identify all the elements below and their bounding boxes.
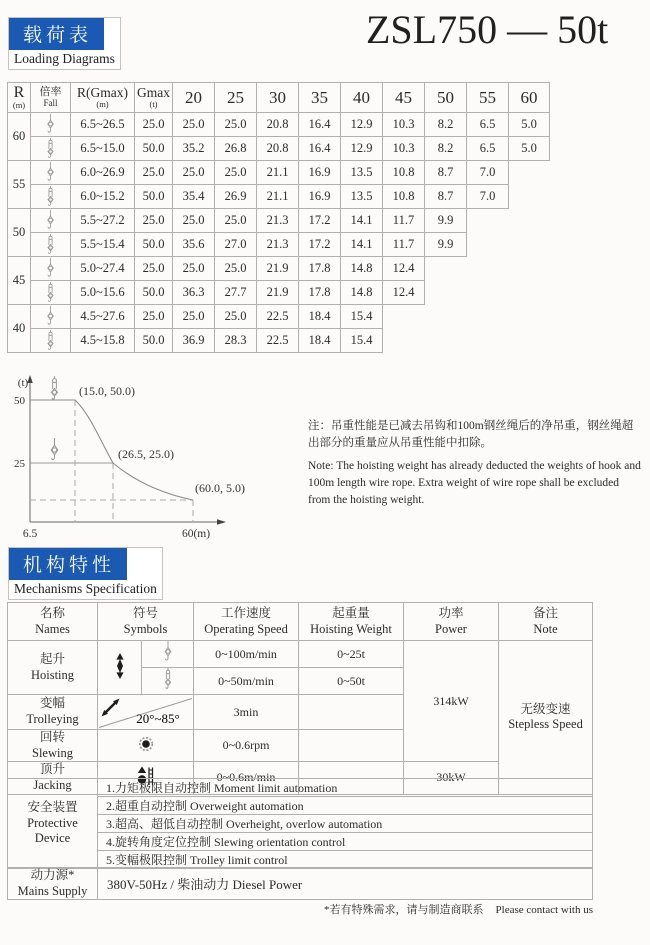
load-value-cell: 25.0 bbox=[173, 113, 215, 137]
trolleying-name-cell bbox=[8, 695, 98, 730]
fall-symbol-cell bbox=[31, 185, 71, 209]
empty-cell bbox=[467, 209, 509, 233]
fall-2-icon bbox=[45, 210, 56, 231]
empty-cell bbox=[383, 305, 425, 329]
load-value-cell: 36.3 bbox=[173, 281, 215, 305]
col-header-gmax bbox=[135, 83, 173, 113]
load-value-cell: 10.8 bbox=[383, 161, 425, 185]
load-value-cell: 6.5 bbox=[467, 137, 509, 161]
load-value-cell: 25.0 bbox=[215, 209, 257, 233]
empty-cell bbox=[467, 257, 509, 281]
col-header-fall bbox=[31, 83, 71, 113]
col-header-power bbox=[404, 603, 499, 641]
fall-symbol-cell bbox=[31, 257, 71, 281]
fall-symbol-cell bbox=[31, 233, 71, 257]
empty-cell bbox=[383, 329, 425, 353]
mains-label-en: Mains Supply bbox=[17, 883, 88, 898]
col-header-rgmax bbox=[71, 83, 135, 113]
note-value-cell bbox=[499, 641, 593, 795]
x-axis-arrow-icon bbox=[217, 519, 226, 525]
radius-group-label: 45 bbox=[8, 257, 31, 305]
safety-item: 4.旋转角度定位控制 Slewing orientation control bbox=[98, 833, 593, 851]
mains-supply-table bbox=[7, 867, 593, 900]
load-value-cell: 17.8 bbox=[299, 257, 341, 281]
load-value-cell: 25.0 bbox=[173, 209, 215, 233]
luffing-arrow-icon bbox=[102, 699, 120, 717]
load-value-cell: 13.5 bbox=[341, 161, 383, 185]
load-value-cell: 16.4 bbox=[299, 137, 341, 161]
empty-cell bbox=[425, 329, 467, 353]
load-value-cell: 21.9 bbox=[257, 257, 299, 281]
safety-item: 2.超重自动控制 Overweight automation bbox=[98, 797, 593, 815]
load-value-cell: 8.7 bbox=[425, 161, 467, 185]
mains-label-cell bbox=[8, 868, 98, 900]
loading-row bbox=[8, 209, 550, 233]
load-value-cell: 15.4 bbox=[341, 305, 383, 329]
x-origin-label: 6.5 bbox=[22, 528, 38, 540]
load-value-cell: 22.5 bbox=[257, 305, 299, 329]
load-value-cell: 16.9 bbox=[299, 161, 341, 185]
fall-4-icon bbox=[45, 138, 56, 159]
col-header-radius-35: 35 bbox=[299, 83, 341, 113]
slewing-symbol-cell bbox=[98, 730, 194, 762]
load-value-cell: 21.9 bbox=[257, 281, 299, 305]
fall-symbol-cell bbox=[31, 329, 71, 353]
empty-cell bbox=[509, 281, 550, 305]
col-header-names bbox=[8, 603, 98, 641]
load-value-cell: 10.3 bbox=[383, 113, 425, 137]
y-tick-50: 50 bbox=[14, 395, 25, 407]
fall-2-symbol-cell bbox=[142, 641, 194, 668]
speed-en: Operating Speed bbox=[204, 621, 288, 636]
gmax-cell: 25.0 bbox=[135, 161, 173, 185]
empty-cell bbox=[509, 209, 550, 233]
fall-symbol-cell bbox=[31, 137, 71, 161]
col-fall-en: Fall bbox=[43, 97, 58, 108]
loading-row bbox=[8, 281, 550, 305]
gmax-cell: 50.0 bbox=[135, 233, 173, 257]
safety-label-en1: Protective bbox=[27, 815, 78, 830]
col-header-speed bbox=[194, 603, 299, 641]
fall-2-icon bbox=[51, 438, 58, 460]
hoisting-cn: 起升 bbox=[39, 651, 65, 666]
hoisting-note bbox=[308, 418, 644, 508]
col-header-radius bbox=[8, 83, 31, 113]
safety-table bbox=[7, 778, 593, 869]
empty-cell bbox=[425, 305, 467, 329]
load-value-cell: 7.0 bbox=[467, 161, 509, 185]
mech-header-row bbox=[8, 603, 593, 641]
annotation-2: (26.5, 25.0) bbox=[118, 447, 174, 461]
mech-row-hoisting-1 bbox=[8, 641, 593, 668]
load-value-cell: 25.0 bbox=[215, 113, 257, 137]
x-end-label: 60(m) bbox=[181, 528, 211, 540]
load-value-cell: 12.4 bbox=[383, 281, 425, 305]
load-value-cell: 16.4 bbox=[299, 113, 341, 137]
mains-supply-row bbox=[8, 868, 593, 900]
gmax-cell: 25.0 bbox=[135, 257, 173, 281]
col-rgmax-unit: (m) bbox=[96, 98, 109, 109]
trolleying-cn: 变幅 bbox=[39, 696, 65, 711]
note-col-en: Note bbox=[533, 621, 558, 636]
mechanisms-table bbox=[7, 602, 593, 795]
col-header-radius-50: 50 bbox=[425, 83, 467, 113]
load-value-cell: 17.8 bbox=[299, 281, 341, 305]
range-cell: 6.5~15.0 bbox=[71, 137, 135, 161]
names-en: Names bbox=[35, 621, 70, 636]
load-value-cell: 21.1 bbox=[257, 185, 299, 209]
jacking-power: 30kW bbox=[404, 762, 499, 794]
hoisting-weight-1: 0~25t bbox=[299, 641, 404, 668]
fall-4-icon bbox=[45, 234, 56, 255]
slewing-speed: 0~0.6rpm bbox=[194, 730, 299, 762]
fall-2-icon bbox=[45, 258, 56, 279]
gmax-cell: 25.0 bbox=[135, 113, 173, 137]
load-value-cell: 11.7 bbox=[383, 209, 425, 233]
luffing-angle-label: 20°~85° bbox=[136, 711, 180, 726]
range-cell: 4.5~15.8 bbox=[71, 329, 135, 353]
load-value-cell: 17.2 bbox=[299, 209, 341, 233]
load-value-cell: 5.0 bbox=[509, 113, 550, 137]
radius-group-label: 40 bbox=[8, 305, 31, 353]
loading-row bbox=[8, 257, 550, 281]
col-gmax: Gmax bbox=[137, 84, 170, 100]
load-value-cell: 21.3 bbox=[257, 233, 299, 257]
load-value-cell: 10.8 bbox=[383, 185, 425, 209]
gmax-cell: 25.0 bbox=[135, 209, 173, 233]
load-value-cell: 21.1 bbox=[257, 161, 299, 185]
loading-row bbox=[8, 137, 550, 161]
fall-symbol-cell bbox=[31, 281, 71, 305]
empty-cell bbox=[509, 329, 550, 353]
safety-row bbox=[8, 779, 593, 797]
trolleying-speed: 3min bbox=[194, 695, 299, 730]
up-down-arrow-icon bbox=[115, 653, 125, 679]
empty-cell bbox=[467, 233, 509, 257]
col-fall-cn: 倍率 bbox=[39, 86, 62, 99]
load-curve-chart bbox=[6, 374, 336, 544]
load-value-cell: 26.9 bbox=[215, 185, 257, 209]
loading-row bbox=[8, 113, 550, 137]
symbols-cn: 符号 bbox=[133, 605, 159, 620]
loading-table bbox=[7, 82, 550, 353]
weight-cn: 起重量 bbox=[332, 605, 370, 620]
safety-label-cn: 安全装置 bbox=[27, 800, 78, 815]
gmax-cell: 50.0 bbox=[135, 137, 173, 161]
footer-cn: *若有特殊需求，请与制造商联系 bbox=[324, 904, 484, 916]
load-value-cell: 25.0 bbox=[215, 161, 257, 185]
load-value-cell: 14.1 bbox=[341, 209, 383, 233]
load-value-cell: 25.0 bbox=[173, 305, 215, 329]
annotation-3: (60.0, 5.0) bbox=[195, 481, 245, 495]
load-value-cell: 27.7 bbox=[215, 281, 257, 305]
fall-symbol-cell bbox=[31, 209, 71, 233]
load-value-cell: 25.0 bbox=[173, 161, 215, 185]
fall-4-icon bbox=[162, 668, 174, 690]
fall-4-icon bbox=[51, 376, 57, 399]
load-value-cell: 9.9 bbox=[425, 209, 467, 233]
loading-header-row bbox=[8, 83, 550, 113]
note-value-en: Stepless Speed bbox=[508, 717, 583, 732]
mech-section-badge bbox=[8, 547, 163, 600]
load-value-cell: 17.2 bbox=[299, 233, 341, 257]
load-value-cell: 16.9 bbox=[299, 185, 341, 209]
col-r-unit: (m) bbox=[12, 99, 26, 110]
gmax-cell: 50.0 bbox=[135, 185, 173, 209]
range-cell: 4.5~27.6 bbox=[71, 305, 135, 329]
load-value-cell: 25.0 bbox=[215, 257, 257, 281]
load-value-cell: 35.2 bbox=[173, 137, 215, 161]
gmax-cell: 50.0 bbox=[135, 281, 173, 305]
power-cn: 功率 bbox=[438, 605, 464, 620]
col-header-radius-45: 45 bbox=[383, 83, 425, 113]
fall-symbol-cell bbox=[31, 161, 71, 185]
weight-en: Hoisting Weight bbox=[310, 621, 392, 636]
empty-cell bbox=[467, 329, 509, 353]
speed-cn: 工作速度 bbox=[221, 605, 272, 620]
load-value-cell: 25.0 bbox=[215, 305, 257, 329]
fall-4-icon bbox=[45, 282, 56, 303]
loading-row bbox=[8, 185, 550, 209]
load-value-cell: 20.8 bbox=[257, 113, 299, 137]
mains-label-cn: 动力源* bbox=[30, 868, 75, 882]
radius-group-label: 60 bbox=[8, 113, 31, 161]
load-value-cell: 14.8 bbox=[341, 257, 383, 281]
empty-cell bbox=[509, 305, 550, 329]
load-value-cell: 35.4 bbox=[173, 185, 215, 209]
jacking-en: Jacking bbox=[33, 777, 72, 792]
loading-row bbox=[8, 233, 550, 257]
loading-table-body bbox=[8, 113, 550, 353]
mech-badge-cn: 机构特性 bbox=[9, 548, 127, 580]
load-value-cell: 9.9 bbox=[425, 233, 467, 257]
jacking-speed: 0~0.6m/min bbox=[194, 762, 299, 794]
load-value-cell: 35.6 bbox=[173, 233, 215, 257]
radius-group-label: 50 bbox=[8, 209, 31, 257]
gmax-cell: 50.0 bbox=[135, 329, 173, 353]
fall-4-icon bbox=[45, 186, 56, 207]
empty-cell bbox=[467, 281, 509, 305]
load-value-cell: 20.8 bbox=[257, 137, 299, 161]
hoisting-speed-2: 0~50m/min bbox=[194, 668, 299, 695]
y-axis-label: (t) bbox=[17, 377, 29, 389]
note-en: Note: The hoisting weight has already deducted the weights of hook and 100m length wire rope. Extra weight of wire rope shall be excluded from the hoisting weight. bbox=[308, 460, 641, 506]
power-en: Power bbox=[435, 621, 467, 636]
loading-badge-cn: 载荷表 bbox=[9, 18, 104, 50]
symbols-en: Symbols bbox=[123, 621, 168, 636]
fall-2-icon bbox=[45, 162, 56, 183]
load-value-cell: 27.0 bbox=[215, 233, 257, 257]
loading-row bbox=[8, 305, 550, 329]
load-value-cell: 12.9 bbox=[341, 113, 383, 137]
load-value-cell: 26.8 bbox=[215, 137, 257, 161]
load-value-cell: 25.0 bbox=[173, 257, 215, 281]
safety-item: 5.变幅极限控制 Trolley limit control bbox=[98, 851, 593, 869]
mains-value: 380V-50Hz / 柴油动力 Diesel Power bbox=[98, 868, 593, 900]
col-header-radius-55: 55 bbox=[467, 83, 509, 113]
slewing-icon bbox=[138, 736, 154, 752]
fall-2-icon bbox=[45, 306, 56, 327]
col-header-symbols bbox=[98, 603, 194, 641]
range-cell: 5.5~15.4 bbox=[71, 233, 135, 257]
col-header-note bbox=[499, 603, 593, 641]
col-r: R bbox=[13, 83, 25, 101]
loading-badge-en: Loading Diagrams bbox=[14, 51, 115, 66]
load-value-cell: 8.2 bbox=[425, 137, 467, 161]
load-value-cell: 14.1 bbox=[341, 233, 383, 257]
luffing-range-diagram bbox=[98, 695, 193, 729]
load-value-cell: 5.0 bbox=[509, 137, 550, 161]
col-gmax-unit: (t) bbox=[149, 98, 158, 109]
load-value-cell: 18.4 bbox=[299, 305, 341, 329]
col-header-radius-30: 30 bbox=[257, 83, 299, 113]
empty-cell bbox=[467, 305, 509, 329]
range-cell: 5.5~27.2 bbox=[71, 209, 135, 233]
hoisting-weight-2: 0~50t bbox=[299, 668, 404, 695]
page-title: ZSL750 — 50t bbox=[366, 7, 609, 52]
mech-badge-en: Mechanisms Specification bbox=[14, 581, 157, 596]
trolleying-weight-empty bbox=[299, 695, 404, 730]
col-header-weight bbox=[299, 603, 404, 641]
safety-label-cell bbox=[8, 779, 98, 869]
empty-cell bbox=[425, 281, 467, 305]
range-cell: 5.0~27.4 bbox=[71, 257, 135, 281]
empty-cell bbox=[509, 161, 550, 185]
load-value-cell: 6.5 bbox=[467, 113, 509, 137]
hoisting-name-cell bbox=[8, 641, 98, 695]
note-cn: 注：吊重性能是已减去吊钩和100m钢丝绳后的净吊重，钢丝绳超出部分的重量应从吊重性能中扣除。 bbox=[308, 420, 634, 449]
load-value-cell: 7.0 bbox=[467, 185, 509, 209]
slewing-cn: 回转 bbox=[39, 730, 65, 744]
load-value-cell: 13.5 bbox=[341, 185, 383, 209]
empty-cell bbox=[509, 185, 550, 209]
load-value-cell: 18.4 bbox=[299, 329, 341, 353]
footer-note bbox=[312, 901, 593, 917]
safety-item: 3.超高、超低自动控制 Overheight, overlow automation bbox=[98, 815, 593, 833]
radius-group-label: 55 bbox=[8, 161, 31, 209]
col-header-radius-25: 25 bbox=[215, 83, 257, 113]
range-cell: 5.0~15.6 bbox=[71, 281, 135, 305]
y-tick-25: 25 bbox=[14, 458, 25, 470]
col-header-radius-20: 20 bbox=[173, 83, 215, 113]
load-value-cell: 22.5 bbox=[257, 329, 299, 353]
load-value-cell: 28.3 bbox=[215, 329, 257, 353]
loading-section-badge bbox=[8, 17, 121, 70]
trolleying-en: Trolleying bbox=[26, 712, 79, 726]
fall-symbol-cell bbox=[31, 113, 71, 137]
fall-2-icon bbox=[45, 114, 56, 135]
fall-2-icon bbox=[162, 641, 174, 663]
footer-en: Please contact with us bbox=[495, 904, 593, 916]
names-cn: 名称 bbox=[39, 605, 65, 620]
jacking-cn: 顶升 bbox=[39, 762, 65, 777]
safety-label-en2: Device bbox=[34, 831, 71, 846]
slewing-name-cell bbox=[8, 730, 98, 762]
range-cell: 6.5~26.5 bbox=[71, 113, 135, 137]
fall-4-symbol-cell bbox=[142, 668, 194, 695]
gmax-cell: 25.0 bbox=[135, 305, 173, 329]
col-header-radius-40: 40 bbox=[341, 83, 383, 113]
slewing-en: Slewing bbox=[32, 745, 73, 760]
empty-cell bbox=[509, 233, 550, 257]
load-value-cell: 21.3 bbox=[257, 209, 299, 233]
annotation-1: (15.0, 50.0) bbox=[79, 384, 135, 398]
loading-row bbox=[8, 161, 550, 185]
note-value-cn: 无级变速 bbox=[520, 701, 571, 716]
hoisting-speed-1: 0~100m/min bbox=[194, 641, 299, 668]
load-value-cell: 8.7 bbox=[425, 185, 467, 209]
load-value-cell: 36.9 bbox=[173, 329, 215, 353]
power-main-cell: 314kW bbox=[404, 641, 499, 762]
trolleying-symbol-cell bbox=[98, 695, 194, 730]
fall-4-icon bbox=[45, 330, 56, 351]
hoisting-en: Hoisting bbox=[30, 667, 75, 682]
load-value-cell: 15.4 bbox=[341, 329, 383, 353]
safety-table-body bbox=[8, 779, 593, 869]
note-col-cn: 备注 bbox=[533, 605, 559, 620]
load-value-cell: 8.2 bbox=[425, 113, 467, 137]
range-cell: 6.0~26.9 bbox=[71, 161, 135, 185]
safety-item: 1.力矩极限自动控制 Moment limit automation bbox=[98, 779, 593, 797]
hoisting-symbol-cell bbox=[98, 641, 142, 695]
load-value-cell: 12.4 bbox=[383, 257, 425, 281]
range-cell: 6.0~15.2 bbox=[71, 185, 135, 209]
slewing-weight-empty bbox=[299, 730, 404, 762]
empty-cell bbox=[425, 257, 467, 281]
loading-row bbox=[8, 329, 550, 353]
load-value-cell: 11.7 bbox=[383, 233, 425, 257]
load-value-cell: 12.9 bbox=[341, 137, 383, 161]
col-header-radius-60: 60 bbox=[509, 83, 550, 113]
load-value-cell: 14.8 bbox=[341, 281, 383, 305]
fall-symbol-cell bbox=[31, 305, 71, 329]
load-value-cell: 10.3 bbox=[383, 137, 425, 161]
col-rgmax: R(Gmax) bbox=[77, 84, 128, 100]
empty-cell bbox=[509, 257, 550, 281]
